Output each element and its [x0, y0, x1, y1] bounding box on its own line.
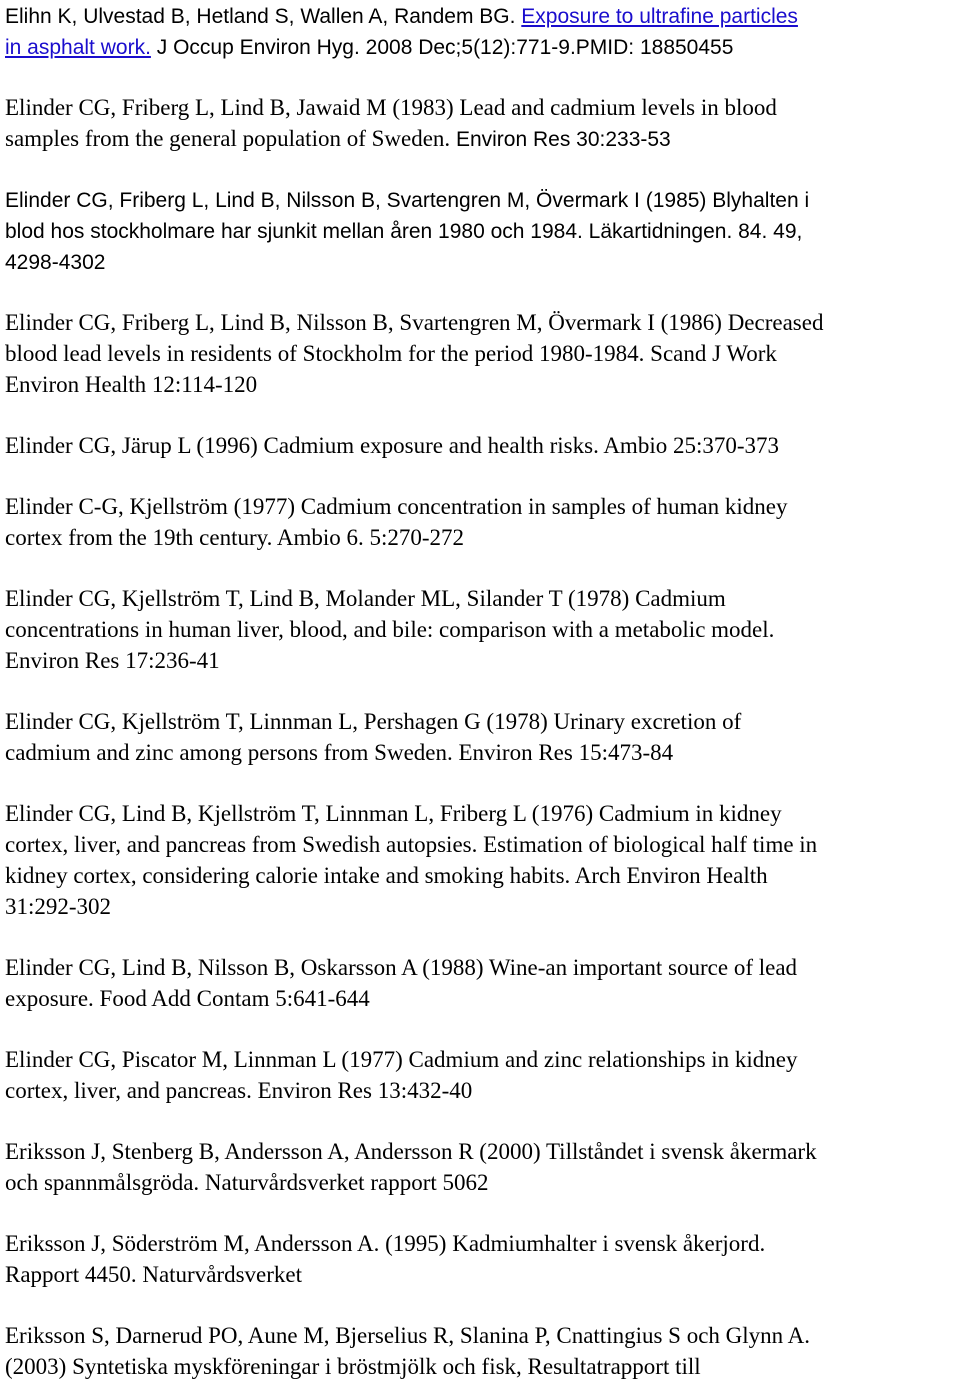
- reference-list-page: [5, 0, 958, 1386]
- reference-text: Elinder CG, Järup L (1996) Cadmium exposure and health risks. Ambio 25:370-373: [5, 433, 780, 458]
- reference-line: [5, 829, 958, 860]
- reference-text: Elinder CG, Friberg L, Lind B, Nilsson B, Svartengren M, Övermark I (1985) Blyhalten i: [5, 189, 810, 212]
- reference-line: [5, 1228, 958, 1259]
- reference-line: [5, 184, 958, 215]
- reference-line: [5, 1136, 958, 1167]
- reference-text: cadmium and zinc among persons from Sweden. Environ Res 15:473-84: [5, 740, 674, 765]
- reference-line: [5, 983, 958, 1014]
- reference-text: Elinder CG, Friberg L, Lind B, Nilsson B, Svartengren M, Övermark I (1986) Decreased: [5, 310, 824, 335]
- reference-line: [5, 891, 958, 922]
- reference-line: [5, 1259, 958, 1290]
- reference-line: [5, 31, 958, 62]
- reference-text: Eriksson J, Stenberg B, Andersson A, Andersson R (2000) Tillståndet i svensk åkermark: [5, 1139, 817, 1164]
- reference-text: Elinder CG, Piscator M, Linnman L (1977) Cadmium and zinc relationships in kidney: [5, 1047, 798, 1072]
- article-title-link[interactable]: in asphalt work.: [5, 36, 151, 59]
- reference-text: concentrations in human liver, blood, and bile: comparison with a metabolic model.: [5, 617, 775, 642]
- reference-line: [5, 1167, 958, 1198]
- reference-text: Elinder CG, Lind B, Nilsson B, Oskarsson A (1988) Wine-an important source of lead: [5, 955, 798, 980]
- reference-entry: [5, 307, 958, 400]
- reference-text: Elinder CG, Friberg L, Lind B, Jawaid M (1983) Lead and cadmium levels in blood: [5, 95, 777, 120]
- reference-line: [5, 798, 958, 829]
- reference-text: blood lead levels in residents of Stockholm for the period 1980-1984. Scand J Work: [5, 341, 777, 366]
- reference-text: cortex from the 19th century. Ambio 6. 5:270-272: [5, 525, 465, 550]
- reference-line: [5, 860, 958, 891]
- reference-entry: [5, 583, 958, 676]
- reference-line: [5, 952, 958, 983]
- reference-line: [5, 338, 958, 369]
- reference-text: Elinder C-G, Kjellström (1977) Cadmium concentration in samples of human kidney: [5, 494, 788, 519]
- reference-text: Elihn K, Ulvestad B, Hetland S, Wallen A, Randem BG.: [5, 5, 522, 28]
- reference-text: 31:292-302: [5, 894, 112, 919]
- reference-line: [5, 307, 958, 338]
- reference-entry: [5, 184, 958, 277]
- reference-entry: [5, 0, 958, 62]
- reference-line: [5, 491, 958, 522]
- reference-text: samples from the general population of Sweden.: [5, 126, 456, 151]
- reference-text: Environ Res 30:233-53: [455, 128, 671, 151]
- reference-text: Elinder CG, Kjellström T, Linnman L, Pershagen G (1978) Urinary excretion of: [5, 709, 742, 734]
- reference-text: kidney cortex, considering calorie intake and smoking habits. Arch Environ Health: [5, 863, 768, 888]
- reference-line: [5, 522, 958, 553]
- reference-text: blod hos stockholmare har sjunkit mellan åren 1980 och 1984. Läkartidningen. 84. 49,: [5, 220, 803, 243]
- reference-text: cortex, liver, and pancreas. Environ Res 13:432-40: [5, 1078, 473, 1103]
- reference-entry: [5, 92, 958, 154]
- reference-text: Eriksson J, Söderström M, Andersson A. (1995) Kadmiumhalter i svensk åkerjord.: [5, 1231, 766, 1256]
- reference-entry: [5, 798, 958, 922]
- reference-line: [5, 614, 958, 645]
- reference-line: [5, 246, 958, 277]
- reference-line: [5, 706, 958, 737]
- reference-text: Eriksson S, Darnerud PO, Aune M, Bjerselius R, Slanina P, Cnattingius S och Glynn A.: [5, 1323, 810, 1348]
- reference-text: Elinder CG, Lind B, Kjellström T, Linnman L, Friberg L (1976) Cadmium in kidney: [5, 801, 782, 826]
- reference-text: exposure. Food Add Contam 5:641-644: [5, 986, 370, 1011]
- reference-text: 4298-4302: [5, 251, 106, 274]
- reference-entry: [5, 491, 958, 553]
- reference-text: Environ Res 17:236-41: [5, 648, 220, 673]
- reference-entry: [5, 952, 958, 1014]
- reference-line: [5, 369, 958, 400]
- reference-line: [5, 583, 958, 614]
- reference-line: [5, 737, 958, 768]
- reference-line: [5, 430, 958, 461]
- reference-line: [5, 215, 958, 246]
- reference-entry: [5, 706, 958, 768]
- reference-line: [5, 0, 958, 31]
- reference-entry: [5, 430, 958, 461]
- reference-line: [5, 92, 958, 123]
- reference-text: J Occup Environ Hyg. 2008 Dec;5(12):771-9.PMID: 18850455: [150, 36, 734, 59]
- reference-text: Environ Health 12:114-120: [5, 372, 258, 397]
- reference-line: [5, 1320, 958, 1351]
- reference-entry: [5, 1320, 958, 1382]
- reference-line: [5, 645, 958, 676]
- reference-entry: [5, 1044, 958, 1106]
- reference-text: Elinder CG, Kjellström T, Lind B, Molander ML, Silander T (1978) Cadmium: [5, 586, 726, 611]
- reference-entry: [5, 1228, 958, 1290]
- reference-entry: [5, 1136, 958, 1198]
- reference-text: Rapport 4450. Naturvårdsverket: [5, 1262, 303, 1287]
- reference-text: och spannmålsgröda. Naturvårdsverket rapport 5062: [5, 1170, 489, 1195]
- reference-line: [5, 1351, 958, 1382]
- reference-line: [5, 123, 958, 154]
- article-title-link[interactable]: Exposure to ultrafine particles: [521, 5, 798, 28]
- reference-text: (2003) Syntetiska myskföreningar i bröstmjölk och fisk, Resultatrapport till: [5, 1354, 701, 1379]
- reference-line: [5, 1075, 958, 1106]
- reference-text: cortex, liver, and pancreas from Swedish autopsies. Estimation of biological half time in: [5, 832, 818, 857]
- reference-line: [5, 1044, 958, 1075]
